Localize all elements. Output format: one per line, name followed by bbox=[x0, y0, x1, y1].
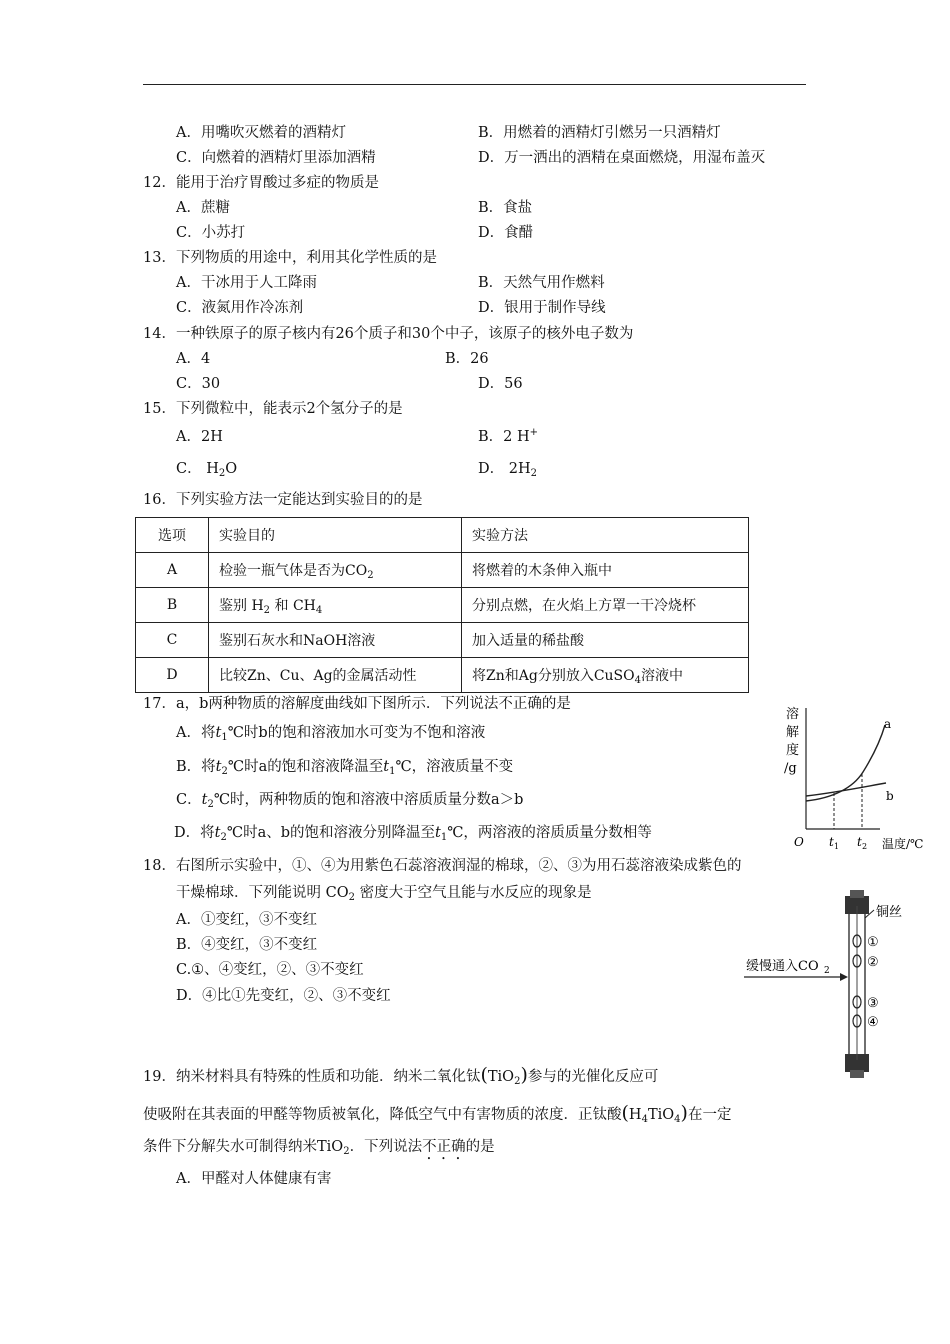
q13-option-a[interactable]: A．干冰用于人工降雨 bbox=[176, 275, 317, 291]
copper-wire-label: 铜丝 bbox=[876, 905, 903, 920]
row-method: 将Zn和Ag分别放入CuSO$_4$溶液中 bbox=[462, 658, 749, 693]
q12-stem: 12．能用于治疗胃酸过多症的物质是 bbox=[143, 175, 379, 191]
cotton-label-2: ② bbox=[867, 955, 879, 970]
q14-option-d[interactable]: D．56 bbox=[478, 376, 523, 392]
table-header-row bbox=[136, 518, 749, 553]
q18-option-d[interactable]: D．④比①先变红，②、③不变红 bbox=[176, 988, 391, 1004]
table-row[interactable] bbox=[136, 588, 749, 623]
q13-option-c[interactable]: C．液氮用作冷冻剂 bbox=[176, 300, 304, 316]
q14-option-c[interactable]: C．30 bbox=[176, 376, 221, 392]
table-header-cell: 实验方法 bbox=[462, 518, 749, 553]
q15-option-c[interactable]: C． $H_2O$ bbox=[176, 461, 238, 479]
q14-stem: 14．一种铁原子的原子核内有26个质子和30个中子，该原子的核外电子数为 bbox=[143, 326, 634, 342]
t1-label: t bbox=[829, 835, 834, 849]
row-option: A bbox=[136, 553, 209, 588]
t2-label: t bbox=[857, 835, 862, 849]
row-option: B bbox=[136, 588, 209, 623]
q14-option-b[interactable]: B．26 bbox=[445, 351, 489, 367]
q15-option-d[interactable]: D． $2H_2$ bbox=[478, 461, 537, 479]
q15-stem: 15．下列微粒中，能表示2个氢分子的是 bbox=[143, 401, 403, 417]
t2-label-sub: 2 bbox=[862, 842, 868, 851]
curve-b bbox=[806, 783, 886, 796]
q13-option-d[interactable]: D．银用于制作导线 bbox=[478, 300, 606, 316]
table-row[interactable] bbox=[136, 553, 749, 588]
cotton-label-4: ④ bbox=[867, 1015, 879, 1030]
inlet-arrow-head bbox=[840, 973, 848, 981]
q17-option-a[interactable]: A．将$t_1℃$时b的饱和溶液加水可变为不饱和溶液 bbox=[176, 725, 486, 743]
row-method: 分别点燃，在火焰上方罩一干冷烧杯 bbox=[462, 588, 749, 623]
q11-option-d[interactable]: D．万一洒出的酒精在桌面燃烧，用湿布盖灭 bbox=[478, 150, 766, 166]
q18-stem-line2: 干燥棉球．下列能说明 $CO_2$ 密度大于空气且能与水反应的现象是 bbox=[176, 885, 592, 903]
curve-b-label: b bbox=[886, 789, 894, 803]
q18-option-a[interactable]: A．①变红，③不变红 bbox=[176, 912, 317, 928]
row-purpose: 鉴别 $H_2$ 和 $CH_4$ bbox=[209, 588, 462, 623]
graph-ylabel-3: 度 bbox=[786, 743, 800, 758]
q19-option-a[interactable]: A．甲醛对人体健康有害 bbox=[176, 1171, 332, 1187]
q15-option-a[interactable]: A．2H bbox=[176, 429, 223, 445]
q17-option-d[interactable]: D．将$t_2℃$时a、b的饱和溶液分别降温至$t_1℃$，两溶液的溶质质量分数相等 bbox=[174, 825, 652, 843]
q12-option-a[interactable]: A．蔗糖 bbox=[176, 200, 230, 216]
row-purpose: 比较Zn、Cu、Ag的金属活动性 bbox=[209, 658, 462, 693]
table-header-cell: 实验目的 bbox=[209, 518, 462, 553]
row-method: 将燃着的木条伸入瓶中 bbox=[462, 553, 749, 588]
q17-option-b[interactable]: B．将$t_2℃$时a的饱和溶液降温至$t_1℃$，溶液质量不变 bbox=[176, 759, 514, 777]
inlet-label-sub: 2 bbox=[824, 966, 830, 976]
q11-option-c[interactable]: C．向燃着的酒精灯里添加酒精 bbox=[176, 150, 376, 166]
row-method: 加入适量的稀盐酸 bbox=[462, 623, 749, 658]
q18-stem-line1: 18．右图所示实验中，①、④为用紫色石蕊溶液润湿的棉球，②、③为用石蕊溶液染成紫色的 bbox=[143, 858, 742, 874]
graph-ylabel-4: /g bbox=[784, 761, 797, 776]
q18-tube-apparatus bbox=[740, 888, 920, 1084]
q16-stem: 16．下列实验方法一定能达到实验目的的是 bbox=[143, 492, 423, 508]
row-purpose: 检验一瓶气体是否为$CO_2$ bbox=[209, 553, 462, 588]
graph-ylabel-2: 解 bbox=[786, 725, 800, 740]
cotton-label-3: ③ bbox=[867, 996, 879, 1011]
row-option: D bbox=[136, 658, 209, 693]
graph-ylabel-1: 溶 bbox=[786, 707, 800, 722]
header-rule bbox=[143, 84, 806, 85]
q15-option-b[interactable]: B．2 H+ bbox=[478, 427, 539, 445]
q18-option-c[interactable]: C.①、④变红，②、③不变红 bbox=[176, 962, 364, 978]
q13-option-b[interactable]: B．天然气用作燃料 bbox=[478, 275, 605, 291]
q18-option-b[interactable]: B．④变红，③不变红 bbox=[176, 937, 318, 953]
table-row[interactable] bbox=[136, 658, 749, 693]
table-header-cell: 选项 bbox=[136, 518, 209, 553]
q12-option-c[interactable]: C．小苏打 bbox=[176, 225, 246, 241]
emphasis-text: 不正确 bbox=[422, 1139, 466, 1155]
t1-label-sub: 1 bbox=[834, 842, 840, 851]
bottom-stopper-cap bbox=[850, 1070, 864, 1078]
q17-solubility-graph bbox=[778, 700, 938, 860]
inlet-label: 缓慢通入CO bbox=[746, 959, 819, 974]
cotton-label-1: ① bbox=[867, 935, 879, 950]
q12-option-b[interactable]: B．食盐 bbox=[478, 200, 533, 216]
q14-option-a[interactable]: A．4 bbox=[176, 351, 211, 367]
top-stopper-cap bbox=[850, 890, 864, 898]
row-option: C bbox=[136, 623, 209, 658]
table-row[interactable] bbox=[136, 623, 749, 658]
q17-option-c[interactable]: C．$t_2℃$时，两种物质的饱和溶液中溶质质量分数a＞b bbox=[176, 792, 524, 810]
q16-table bbox=[135, 517, 749, 693]
q13-stem: 13．下列物质的用途中，利用其化学性质的是 bbox=[143, 250, 437, 266]
row-purpose: 鉴别石灰水和NaOH溶液 bbox=[209, 623, 462, 658]
q19-line1: 19．纳米材料具有特殊的性质和功能．纳米二氧化钛(TiO$_2$)参与的光催化反应可 bbox=[143, 1064, 659, 1087]
q19-line3: 条件下分解失水可制得纳米TiO$_2$．下列说法不正确的是 bbox=[143, 1139, 495, 1157]
origin-label: O bbox=[794, 835, 804, 849]
x-axis-label: 温度/℃ bbox=[882, 837, 924, 851]
q12-option-d[interactable]: D．食醋 bbox=[478, 225, 534, 241]
q11-option-a[interactable]: A．用嘴吹灭燃着的酒精灯 bbox=[176, 125, 346, 141]
q19-line2: 使吸附在其表面的甲醛等物质被氧化，降低空气中有害物质的浓度．正钛酸$(H_4TiO_4)$在一定 bbox=[143, 1102, 732, 1125]
curve-a-label: a bbox=[884, 717, 892, 731]
q11-option-b[interactable]: B．用燃着的酒精灯引燃另一只酒精灯 bbox=[478, 125, 721, 141]
q17-stem: 17．a，b两种物质的溶解度曲线如下图所示．下列说法不正确的是 bbox=[143, 696, 571, 712]
